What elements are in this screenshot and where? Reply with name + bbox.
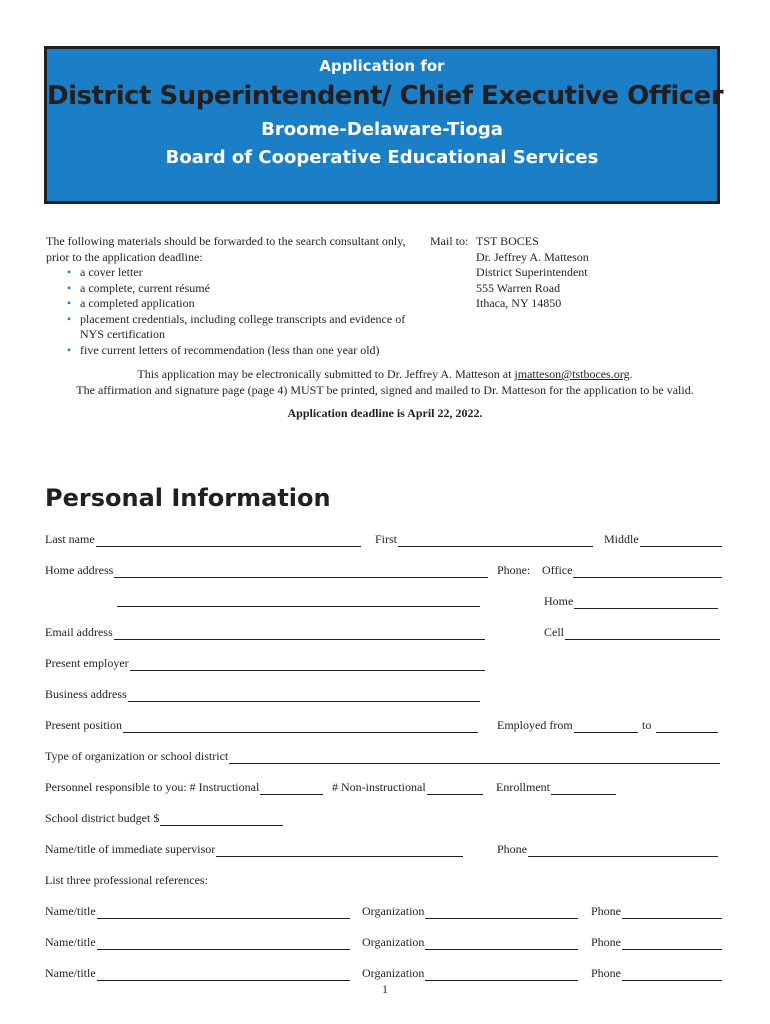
present-employer-field[interactable] bbox=[45, 656, 485, 671]
organization-type-field[interactable] bbox=[45, 749, 720, 764]
organization-name-line1: Broome-Delaware-Tioga bbox=[261, 119, 503, 140]
submission-instructions bbox=[0, 367, 770, 398]
present-position-row bbox=[0, 718, 770, 734]
home-address-line2-field[interactable] bbox=[116, 594, 480, 607]
references-heading: List three professional references: bbox=[45, 873, 208, 887]
instructional-personnel-field[interactable] bbox=[45, 780, 323, 795]
reference-row bbox=[0, 904, 770, 920]
mailing-address bbox=[476, 234, 589, 312]
address-line: 555 Warren Road bbox=[476, 280, 561, 295]
business-address-field[interactable] bbox=[45, 687, 480, 702]
organization-type-row bbox=[0, 749, 770, 765]
home-phone-field[interactable] bbox=[544, 594, 718, 609]
reference-organization-field[interactable] bbox=[362, 935, 578, 950]
reference-organization-label: Organization bbox=[362, 935, 425, 949]
reference-phone-label: Phone bbox=[591, 904, 621, 918]
reference-name-label: Name/title bbox=[45, 966, 96, 980]
address-line: TST BOCES bbox=[476, 234, 539, 248]
personnel-row bbox=[0, 780, 770, 796]
first-name-label: First bbox=[375, 532, 398, 546]
reference-organization-field[interactable] bbox=[362, 904, 578, 919]
home-address-row bbox=[0, 563, 770, 579]
reference-phone-field[interactable] bbox=[591, 935, 722, 950]
materials-list bbox=[46, 265, 406, 358]
application-for-label: Application for bbox=[319, 57, 445, 75]
business-address-label: Business address bbox=[45, 687, 127, 701]
present-position-field[interactable] bbox=[45, 718, 478, 733]
section-title-personal-information: Personal Information bbox=[45, 484, 331, 512]
reference-row bbox=[0, 966, 770, 982]
home-address-line2-row bbox=[0, 594, 770, 610]
email-address-field[interactable] bbox=[45, 625, 485, 640]
office-phone-label: Office bbox=[542, 563, 573, 577]
materials-item: • placement credentials, including college transcripts and evidence of NYS certification bbox=[80, 312, 406, 343]
reference-phone-field[interactable] bbox=[591, 966, 722, 981]
non-instructional-personnel-label: # Non-instructional bbox=[332, 780, 426, 794]
office-phone-field[interactable] bbox=[542, 563, 722, 578]
cell-phone-field[interactable] bbox=[544, 625, 720, 640]
present-position-label: Present position bbox=[45, 718, 122, 732]
supervisor-phone-label: Phone bbox=[497, 842, 527, 856]
application-deadline: Application deadline is April 22, 2022. bbox=[287, 406, 483, 420]
last-name-field[interactable] bbox=[45, 532, 361, 547]
references-heading-row bbox=[0, 873, 770, 889]
reference-phone-label: Phone bbox=[591, 966, 621, 980]
reference-phone-label: Phone bbox=[591, 935, 621, 949]
reference-name-label: Name/title bbox=[45, 935, 96, 949]
reference-name-field[interactable] bbox=[45, 904, 350, 919]
present-employer-row bbox=[0, 656, 770, 672]
email-address-label: Email address bbox=[45, 625, 113, 639]
reference-phone-field[interactable] bbox=[591, 904, 722, 919]
reference-organization-label: Organization bbox=[362, 904, 425, 918]
supervisor-phone-field[interactable] bbox=[497, 842, 718, 857]
home-address-label: Home address bbox=[45, 563, 114, 577]
intro-text: The following materials should be forwarded to the search consultant only, prior to the application deadline: bbox=[46, 234, 406, 264]
affirmation-note: The affirmation and signature page (page 4) MUST be printed, signed and mailed to Dr. Matteson for the application to be valid. bbox=[76, 382, 694, 397]
name-row bbox=[0, 532, 770, 548]
home-address-field[interactable] bbox=[45, 563, 488, 578]
budget-row bbox=[0, 811, 770, 827]
email-row bbox=[0, 625, 770, 641]
employed-to-field[interactable] bbox=[642, 718, 718, 733]
school-budget-label: School district budget $ bbox=[45, 811, 160, 825]
materials-item: • a cover letter bbox=[80, 265, 406, 281]
cell-phone-label: Cell bbox=[544, 625, 564, 639]
required-materials-intro bbox=[46, 234, 406, 358]
supervisor-field[interactable] bbox=[45, 842, 463, 857]
present-employer-label: Present employer bbox=[45, 656, 129, 670]
non-instructional-personnel-field[interactable] bbox=[332, 780, 483, 795]
position-title: District Superintendent/ Chief Executive Officer bbox=[47, 81, 724, 111]
business-address-row bbox=[0, 687, 770, 703]
reference-name-field[interactable] bbox=[45, 935, 350, 950]
enrollment-label: Enrollment bbox=[496, 780, 550, 794]
middle-name-field[interactable] bbox=[604, 532, 722, 547]
submission-period: . bbox=[629, 367, 633, 381]
employed-from-field[interactable] bbox=[497, 718, 638, 733]
home-phone-label: Home bbox=[544, 594, 574, 608]
last-name-label: Last name bbox=[45, 532, 95, 546]
address-line: District Superintendent bbox=[476, 265, 588, 279]
reference-row bbox=[0, 935, 770, 951]
reference-organization-field[interactable] bbox=[362, 966, 578, 981]
reference-name-field[interactable] bbox=[45, 966, 350, 981]
phone-label: Phone: bbox=[497, 563, 531, 577]
supervisor-label: Name/title of immediate supervisor bbox=[45, 842, 216, 856]
page-number: 1 bbox=[382, 982, 388, 996]
reference-organization-label: Organization bbox=[362, 966, 425, 980]
materials-item: • five current letters of recommendation (less than one year old) bbox=[80, 343, 406, 359]
organization-name-line2: Board of Cooperative Educational Services bbox=[165, 147, 599, 168]
electronic-submission-note bbox=[0, 367, 770, 383]
submission-text: This application may be electronically submitted to Dr. Jeffrey A. Matteson at bbox=[137, 367, 515, 381]
employed-from-label: Employed from bbox=[497, 718, 573, 732]
enrollment-field[interactable] bbox=[496, 780, 616, 795]
mail-to-label: Mail to: bbox=[430, 234, 469, 248]
application-header-banner bbox=[44, 46, 724, 204]
first-name-field[interactable] bbox=[375, 532, 593, 547]
address-line: Ithaca, NY 14850 bbox=[476, 296, 562, 310]
materials-item: • a complete, current résumé bbox=[80, 281, 406, 297]
materials-item: • a completed application bbox=[80, 296, 406, 312]
employed-to-label: to bbox=[642, 718, 652, 732]
middle-name-label: Middle bbox=[604, 532, 639, 546]
organization-type-label: Type of organization or school district bbox=[45, 749, 229, 763]
instructional-personnel-label: Personnel responsible to you: # Instructional bbox=[45, 780, 260, 794]
address-line: Dr. Jeffrey A. Matteson bbox=[476, 249, 589, 264]
email-link[interactable]: jmatteson@tstboces.org bbox=[514, 367, 630, 381]
supervisor-row bbox=[0, 842, 770, 858]
school-budget-field[interactable] bbox=[45, 811, 283, 826]
reference-name-label: Name/title bbox=[45, 904, 96, 918]
